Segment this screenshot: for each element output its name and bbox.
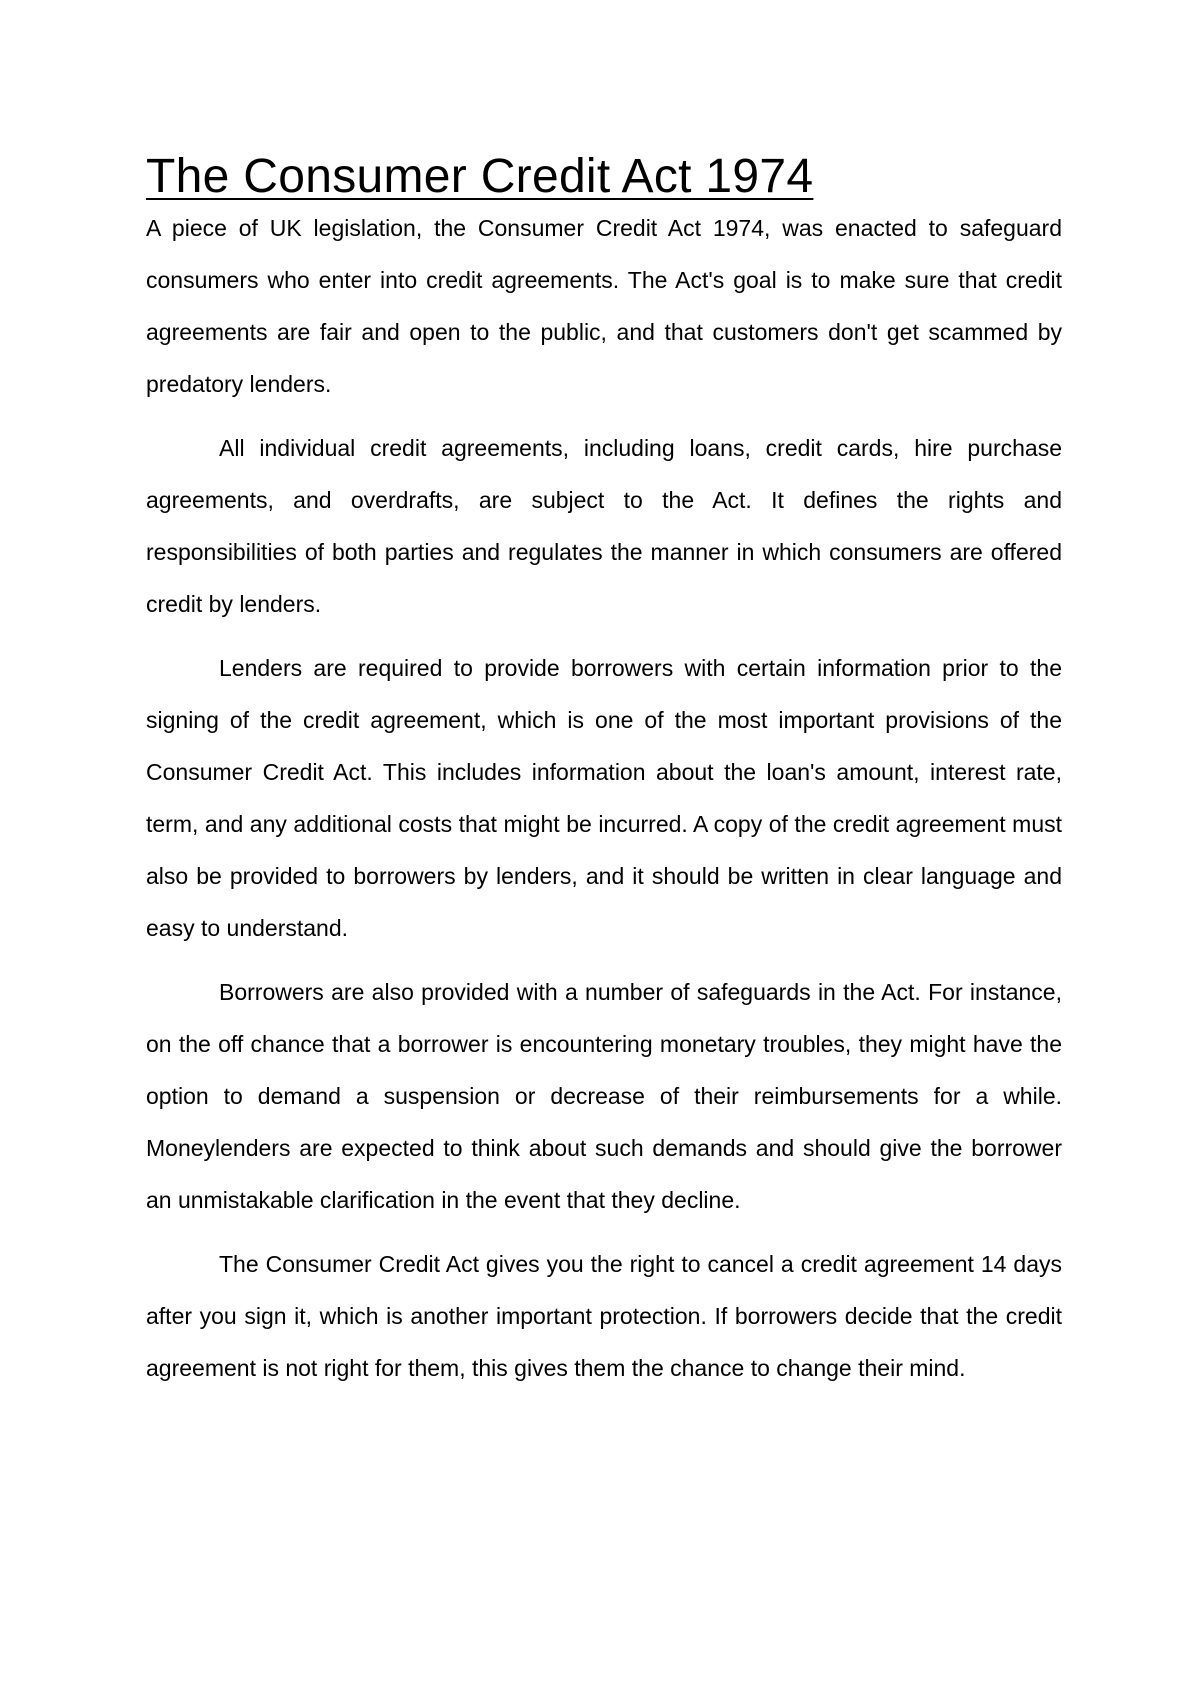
paragraph-safeguards: Borrowers are also provided with a number of safeguards in the Act. For instance, on the off chance that a borrower is encountering monetary troubles, they might have the option to demand a suspension or decrease of their reimbursements for a while. Moneylenders are expected to think about such demands and should give the borrower an unmistakable clarification in the event that they decline.: [146, 979, 1062, 1213]
document-body: [146, 148, 1062, 1406]
paragraph-scope: All individual credit agreements, including loans, credit cards, hire purchase agreements, and overdrafts, are subject to the Act. It defines the rights and responsibilities of both parties and regulates the manner in which consumers are offered credit by lenders.: [146, 435, 1062, 617]
paragraph-intro: A piece of UK legislation, the Consumer Credit Act 1974, was enacted to safeguard consumers who enter into credit agreements. The Act's goal is to make sure that credit agreements are fair and open to the public, and that customers don't get scammed by predatory lenders.: [146, 215, 1062, 397]
paragraph-disclosure: Lenders are required to provide borrowers with certain information prior to the signing of the credit agreement, which is one of the most important provisions of the Consumer Credit Act. This includes information about the loan's amount, interest rate, term, and any additional costs that might be incurred. A copy of the credit agreement must also be provided to borrowers by lenders, and it should be written in clear language and easy to understand.: [146, 655, 1062, 941]
paragraph-cancellation: The Consumer Credit Act gives you the right to cancel a credit agreement 14 days after you sign it, which is another important protection. If borrowers decide that the credit agreement is not right for them, this gives them the chance to change their mind.: [146, 1251, 1062, 1381]
document-title: The Consumer Credit Act 1974: [146, 150, 814, 203]
